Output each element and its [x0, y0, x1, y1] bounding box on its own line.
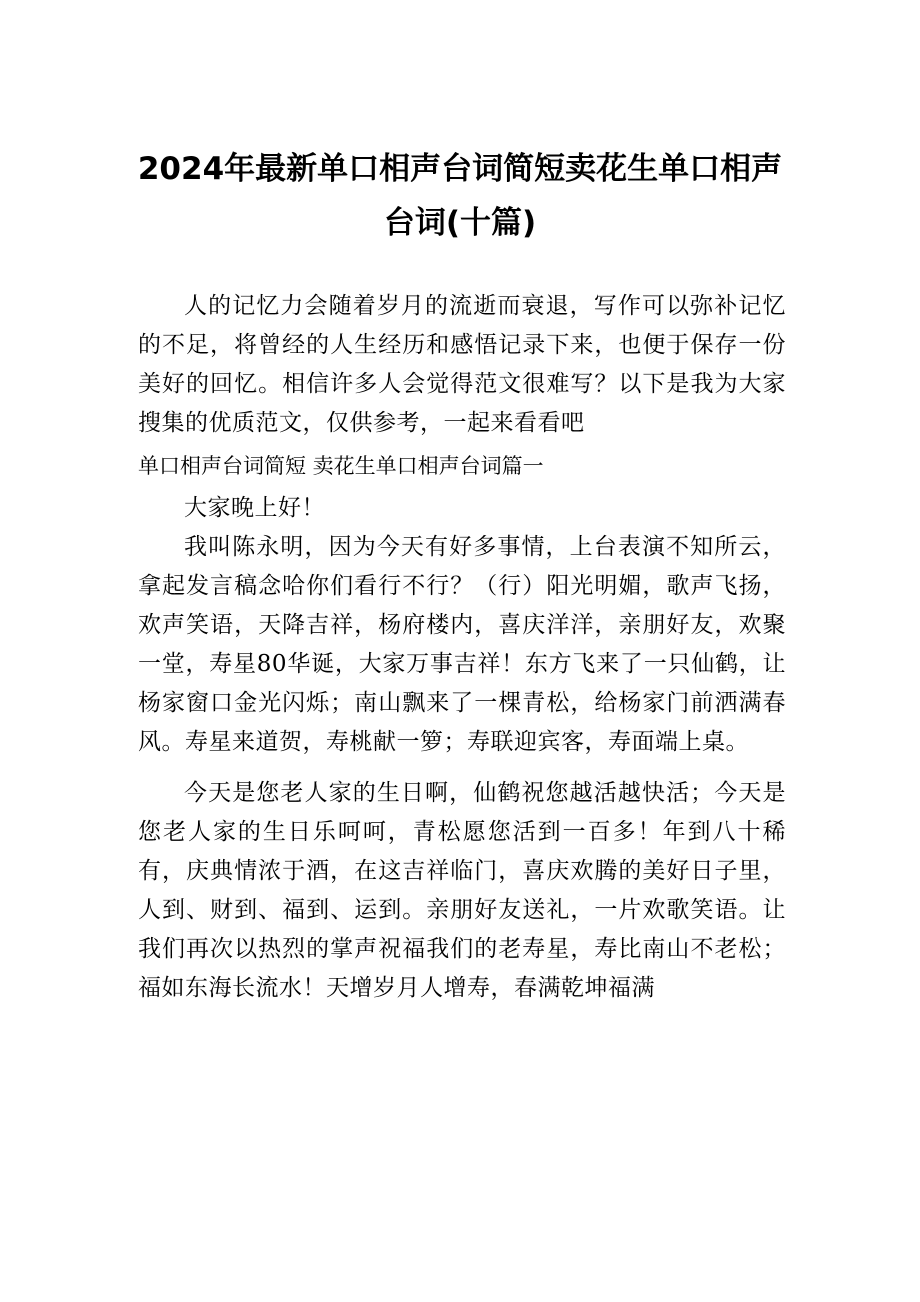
body-paragraph-2: 今天是您老人家的生日啊，仙鹤祝您越活越快活；今天是您老人家的生日乐呵呵，青松愿您活到一百多！年到八十稀有，庆典情浓于酒，在这吉祥临门，喜庆欢腾的美好日子里，人到、财到、福到、运到。亲朋好友送礼，一片欢歌笑语。让我们再次以热烈的掌声祝福我们的老寿星，寿比南山不老松；福如东海长流水！天增岁月人增寿，春满乾坤福满 — [138, 780, 786, 1001]
document-title: 2024年最新单口相声台词简短卖花生单口相声台词(十篇) — [137, 151, 783, 241]
intro-paragraph: 人的记忆力会随着岁月的流逝而衰退，写作可以弥补记忆的不足，将曾经的人生经历和感悟记录下来，也便于保存一份美好的回忆。相信许多人会觉得范文很难写？以下是我为大家搜集的优质范文，仅供参考，一起来看看吧 — [138, 293, 786, 436]
greeting-paragraph: 大家晚上好！ — [184, 495, 325, 521]
section-heading: 单口相声台词简短 卖花生单口相声台词篇一 — [138, 454, 544, 478]
body-paragraph-1: 我叫陈永明，因为今天有好多事情，上台表演不知所云，拿起发言稿念哈你们看行不行？（行）阳光明媚，歌声飞扬，欢声笑语，天降吉祥，杨府楼内，喜庆洋洋，亲朋好友，欢聚一堂，寿星80华诞，大家万事吉祥！东方飞来了一只仙鹤，让杨家窗口金光闪烁；南山飘来了一棵青松，给杨家门前洒满春风。寿星来道贺，寿桃献一箩；寿联迎宾客，寿面端上桌。 — [138, 534, 786, 755]
document-body — [138, 287, 786, 1008]
